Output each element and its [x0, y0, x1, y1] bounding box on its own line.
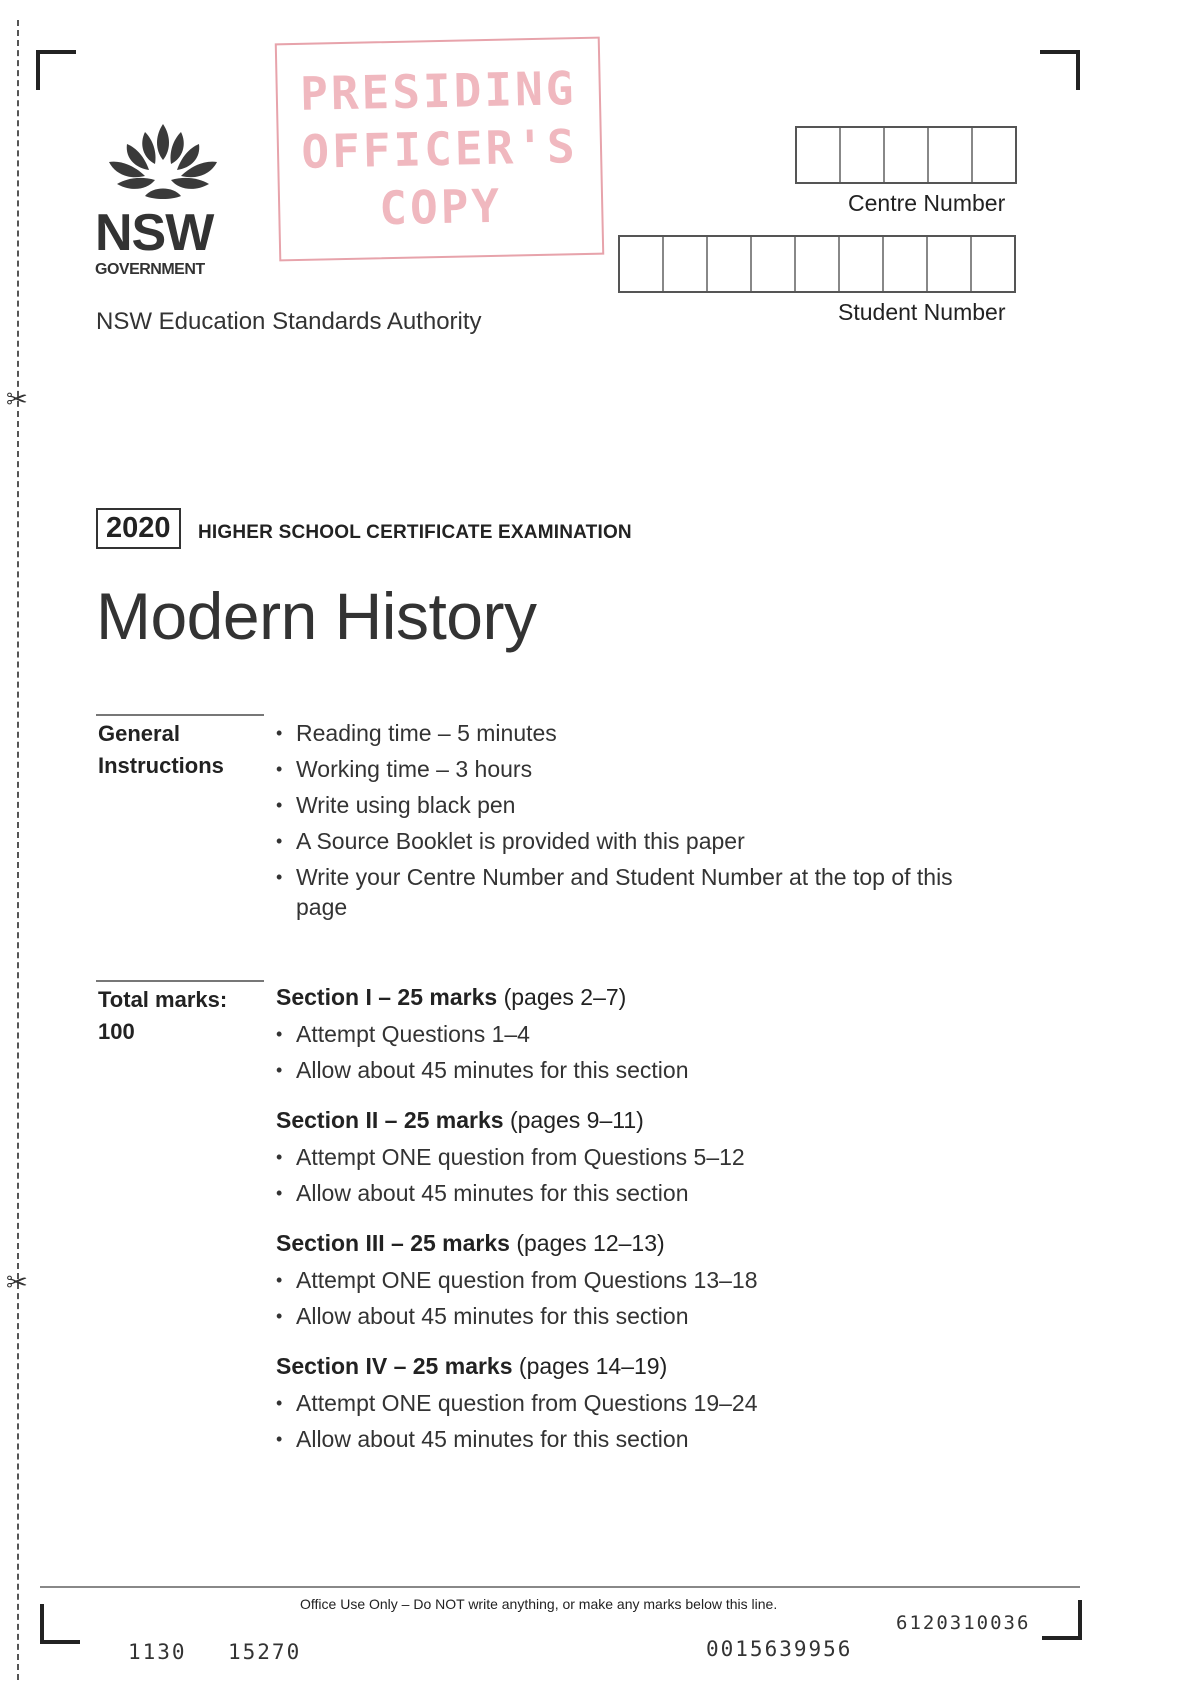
corner-mark-top-right	[1040, 50, 1080, 90]
cut-line	[17, 20, 19, 1680]
centre-number-boxes[interactable]	[795, 126, 1017, 184]
list-item: • A Source Booklet is provided with this paper	[276, 826, 976, 856]
section-list	[276, 1388, 1036, 1454]
student-number-boxes[interactable]	[618, 235, 1016, 293]
section-block	[276, 1230, 1036, 1331]
corner-mark-top-left	[36, 50, 76, 90]
list-item: • Allow about 45 minutes for this section	[276, 1055, 1036, 1085]
corner-mark-bottom-right	[1042, 1600, 1082, 1640]
digit-box[interactable]	[708, 237, 752, 291]
authority-name: NSW Education Standards Authority	[96, 308, 482, 335]
corner-mark-bottom-left	[40, 1604, 80, 1644]
section-heading: Section IV – 25 marks (pages 14–19)	[276, 1353, 668, 1379]
digit-box[interactable]	[928, 237, 972, 291]
scissors-icon: ✂	[6, 1268, 28, 1298]
section-heading: Section III – 25 marks (pages 12–13)	[276, 1230, 665, 1256]
list-item: • Write your Centre Number and Student Number at the top of this page	[276, 862, 956, 922]
digit-box[interactable]	[885, 128, 929, 182]
section-block	[276, 1353, 1036, 1454]
list-item: • Working time – 3 hours	[276, 754, 976, 784]
list-item: • Allow about 45 minutes for this section	[276, 1424, 1036, 1454]
list-item: • Attempt Questions 1–4	[276, 1019, 1036, 1049]
digit-box[interactable]	[664, 237, 708, 291]
section-heading: Section II – 25 marks (pages 9–11)	[276, 1107, 644, 1133]
digit-box[interactable]	[840, 237, 884, 291]
code-b: 15270	[228, 1640, 302, 1664]
waratah-icon	[95, 122, 231, 202]
list-item: • Allow about 45 minutes for this section	[276, 1178, 1036, 1208]
list-item: • Allow about 45 minutes for this section	[276, 1301, 1036, 1331]
code-a: 1130	[128, 1640, 187, 1664]
section-list	[276, 1265, 1036, 1331]
scissors-icon: ✂	[6, 385, 28, 415]
exam-year: 2020	[96, 508, 181, 549]
list-item: • Reading time – 5 minutes	[276, 718, 976, 748]
barcode-number: 6120310036	[896, 1612, 1031, 1634]
exam-name: HIGHER SCHOOL CERTIFICATE EXAMINATION	[198, 522, 632, 543]
subject-title: Modern History	[96, 579, 537, 653]
divider	[96, 980, 264, 982]
digit-box[interactable]	[929, 128, 973, 182]
list-item: • Attempt ONE question from Questions 13–18	[276, 1265, 1036, 1295]
digit-box[interactable]	[841, 128, 885, 182]
stamp-line: OFFICER'S	[300, 119, 579, 179]
student-number-label: Student Number	[838, 299, 1006, 325]
list-item: • Write using black pen	[276, 790, 976, 820]
digit-box[interactable]	[796, 237, 840, 291]
stamp-line: COPY	[378, 178, 503, 236]
section-block	[276, 1107, 1036, 1208]
general-instructions-heading: General Instructions	[98, 721, 224, 778]
centre-number-label: Centre Number	[848, 190, 1006, 216]
digit-box[interactable]	[973, 128, 1015, 182]
divider	[96, 714, 264, 716]
general-instructions-list	[276, 718, 976, 928]
presiding-officer-stamp	[275, 37, 604, 262]
digit-box[interactable]	[797, 128, 841, 182]
office-use-notice: Office Use Only – Do NOT write anything, or make any marks below this line.	[300, 1596, 778, 1612]
nsw-government-logo	[95, 122, 235, 279]
digit-box[interactable]	[752, 237, 796, 291]
section-list	[276, 1142, 1036, 1208]
logo-subtitle: GOVERNMENT	[95, 261, 205, 278]
total-marks-heading: Total marks: 100	[98, 987, 228, 1044]
list-item: • Attempt ONE question from Questions 19–24	[276, 1388, 1036, 1418]
section-heading: Section I – 25 marks (pages 2–7)	[276, 984, 627, 1010]
section-block	[276, 984, 1036, 1085]
code-c: 0015639956	[706, 1637, 853, 1661]
section-list	[276, 1019, 1036, 1085]
digit-box[interactable]	[620, 237, 664, 291]
sections-container	[276, 984, 1036, 1476]
digit-box[interactable]	[972, 237, 1014, 291]
digit-box[interactable]	[884, 237, 928, 291]
logo-wordmark: NSW	[95, 204, 214, 262]
office-use-line	[40, 1586, 1080, 1588]
stamp-line: PRESIDING	[299, 61, 577, 121]
list-item: • Attempt ONE question from Questions 5–12	[276, 1142, 1036, 1172]
